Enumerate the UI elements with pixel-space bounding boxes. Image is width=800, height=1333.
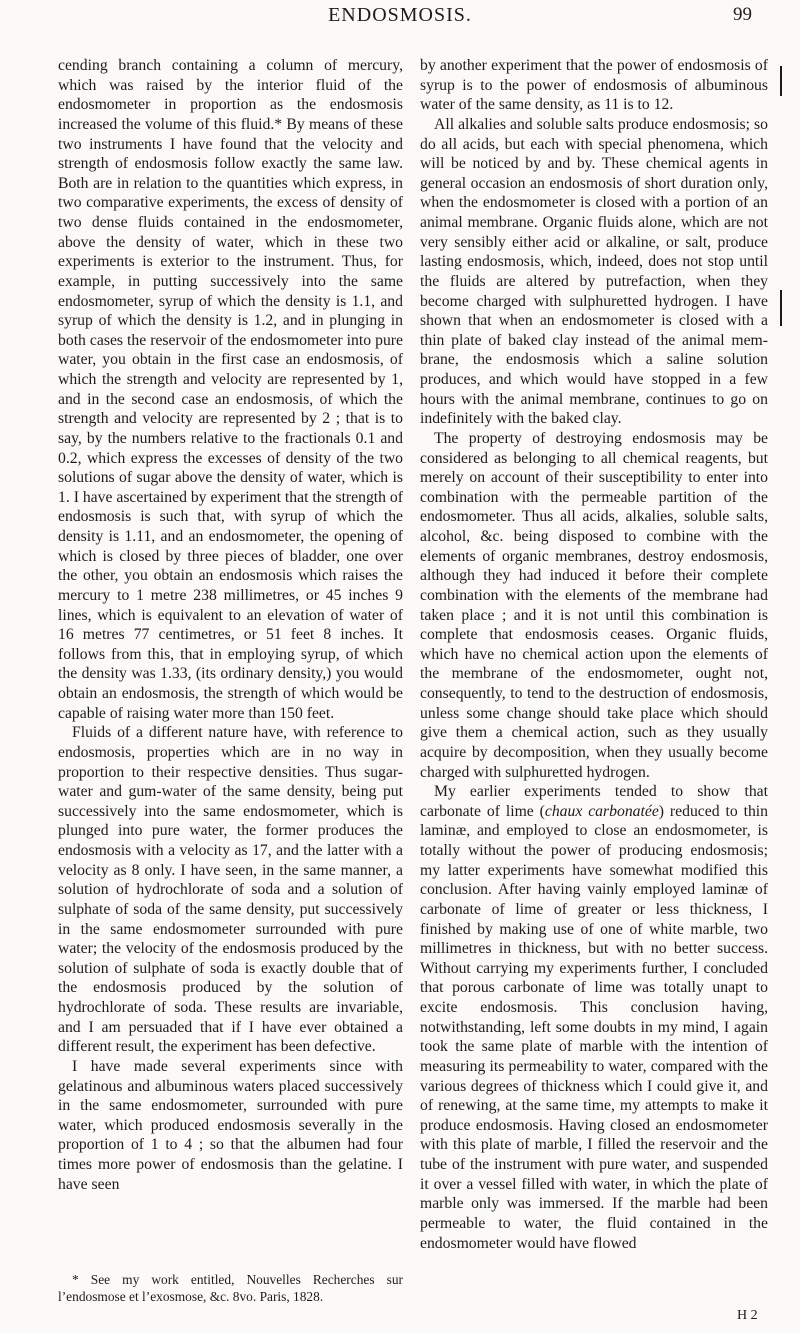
left-column [58,56,403,1194]
left-paragraph-2: Fluids of a different nature have, with reference to endosmosis, properties which are in no way in proportion to their respective densities. Thus sugar-water and gum-water of the same density, being put successively into the same endosmometer, which is plunged into pure water, the former produces the endosmosis with a velocity as 17, and the latter with a velocity as 8 only. I have seen, in the same manner, a solution of hydrochlorate of soda and a solution of sulphate of soda of the same density, put successively in the same endosmometer surrounded with pure water; the velocity of the endosmosis produced by the solution of sulphate of soda is exactly double that of the endosmosis produced by the solution of hydrochlorate of soda. These results are invariable, and I am persuaded that if I have ever obtained a different result, the experiment has been defective. [58,724,403,1056]
right-paragraph-4-start: My earlier experiments tended to show that carbonate of lime ( [420,783,768,820]
right-paragraph-4-end: ) reduced to thin laminæ, and employed to close an endosmometer, is totally without the power of producing endosmosis; my latter experiments have somewhat modified this conclusion. After having vainly employed laminæ of carbonate of lime of greater or less thickness, I finished by making use of one of white marble, two millimetres in thickness, but with no better success. Without carrying my experiments further, I concluded that porous carbonate of lime was totally unapt to excite endosmosis. This conclusion having, notwithstanding, left some doubts in my mind, I again took the same plate of marble with the intention of measuring its permeability to water, compared with the various degrees of thickness which I could give it, and of renewing, at the same time, my attempts to make it produce endosmosis. Having closed an endosmometer with this plate of marble, I filled the reservoir and the tube of the instrument with pure water, and suspended it over a vessel filled with water, in which the plate of marble only was immersed. If the marble had been permeable to water, the fluid contained in the endosmometer would have flowed [420,802,768,1252]
footnote-text: * See my work entitled, Nouvelles Recherches sur l’endosmose et l’exosmose, &c. 8vo. Paris, 1828. [58,1272,403,1304]
left-paragraph-3: I have made several experiments since with gelatinous and albuminous waters placed successively in the same endosmometer, surrounded with pure water, which produced endosmosis severally in the proportion of 1 to 4 ; so that the albumen had four times more power of endosmosis than the gelatine. I have seen [58,1057,403,1193]
margin-bracket-1 [780,66,782,96]
right-column [420,56,768,1253]
page-number: 99 [733,4,752,25]
right-paragraph-3: The property of destroying endosmosis may be considered as belonging to all chemical reagents, but merely on account of their susceptibility to enter into combination with the permeable partition of the endosmometer. Thus all acids, alkalies, soluble salts, alcohol, &c. being disposed to combine with the elements of organic membranes, destroy endosmosis, although they had induced it before their complete combination with the elements of the membrane had taken place ; and it is not until this combination is complete that endosmosis ceases. Organic fluids, which have no chemical action upon the elements of the membrane of the endosmometer, ought not, consequently, to tend to the destruction of endosmosis, unless some change should take place which should give them a chemical action, such as they usually acquire by decomposition, when they usually become charged with sulphuretted hydrogen. [420,429,768,781]
signature-mark: H 2 [737,1308,758,1323]
left-paragraph-1: cending branch containing a column of mercury, which was raised by the interior fluid of the endosmometer in proportion as the endosmosis increased the volume of this fluid.* By means of these two instruments I have found that the velocity and strength of endosmosis follow exactly the same law. Both are in relation to the quantities which express, in two comparative experiments, the excess of density of two dense fluids contained in the endosmometer, above the density of water, which in these two experiments is exterior to the instrument. Thus, for example, in putting successively into the same endosmometer, syrup of which the density is 1.1, and syrup of which the density is 1.2, and in plunging in both cases the reservoir of the endosmometer into pure water, you obtain in the first case an endosmosis, of which the strength and velocity are represented by 1, and in the second case an endosmosis, of which the strength and velocity are represented by 2 ; that is to say, by the numbers relative to the fractionals 0.1 and 0.2, which express the excesses of density of the two solutions of sugar above the density of water, which is 1. I have ascertained by experiment that the strength of endosmosis is such that, with syrup of which the density is 1.11, and an endosmometer, the opening of which is closed by three pieces of bladder, one over the other, you obtain an endosmosis which raises the mercury to 1 metre 238 millimetres, or 45 inches 9 lines, which is equivalent to an elevation of water of 16 metres 77 centimetres, or 51 feet 8 inches. It follows from this, that in employing syrup, of which the density was 1.33, (its ordinary density,) you would obtain an endosmosis, the strength of which would be capable of raising water more than 150 feet. [58,57,403,722]
right-paragraph-4-italic: chaux carbonatée [544,802,659,820]
running-title: ENDOSMOSIS. [328,4,472,26]
footnote [58,1272,403,1305]
page-header [0,4,800,32]
right-paragraph-2: All alkalies and soluble salts produce endosmosis; so do all acids, but each with special phenomena, which will be noticed by and by. These chemical agents in general occasion an endosmosis of short duration only, when the endosmometer is closed with a portion of an animal membrane. Organic fluids alone, which are not very sensibly either acid or alkaline, or salt, produce lasting endosmosis, which, indeed, does not stop until the fluids are altered by putrefaction, when they become charged with sulphuretted hydrogen. I have shown that when an endosmometer is closed with a thin plate of baked clay instead of the animal membrane, the endosmosis which a saline solution produces, and which would have stopped in a few hours with the animal membrane, continues to go on indefinitely with the baked clay. [420,115,768,428]
right-paragraph-4 [420,782,768,1253]
margin-bracket-2 [780,290,782,326]
right-paragraph-1: by another experiment that the power of endosmosis of syrup is to the power of endosmosis of albuminous water of the same density, as 11 is to 12. [420,57,768,114]
